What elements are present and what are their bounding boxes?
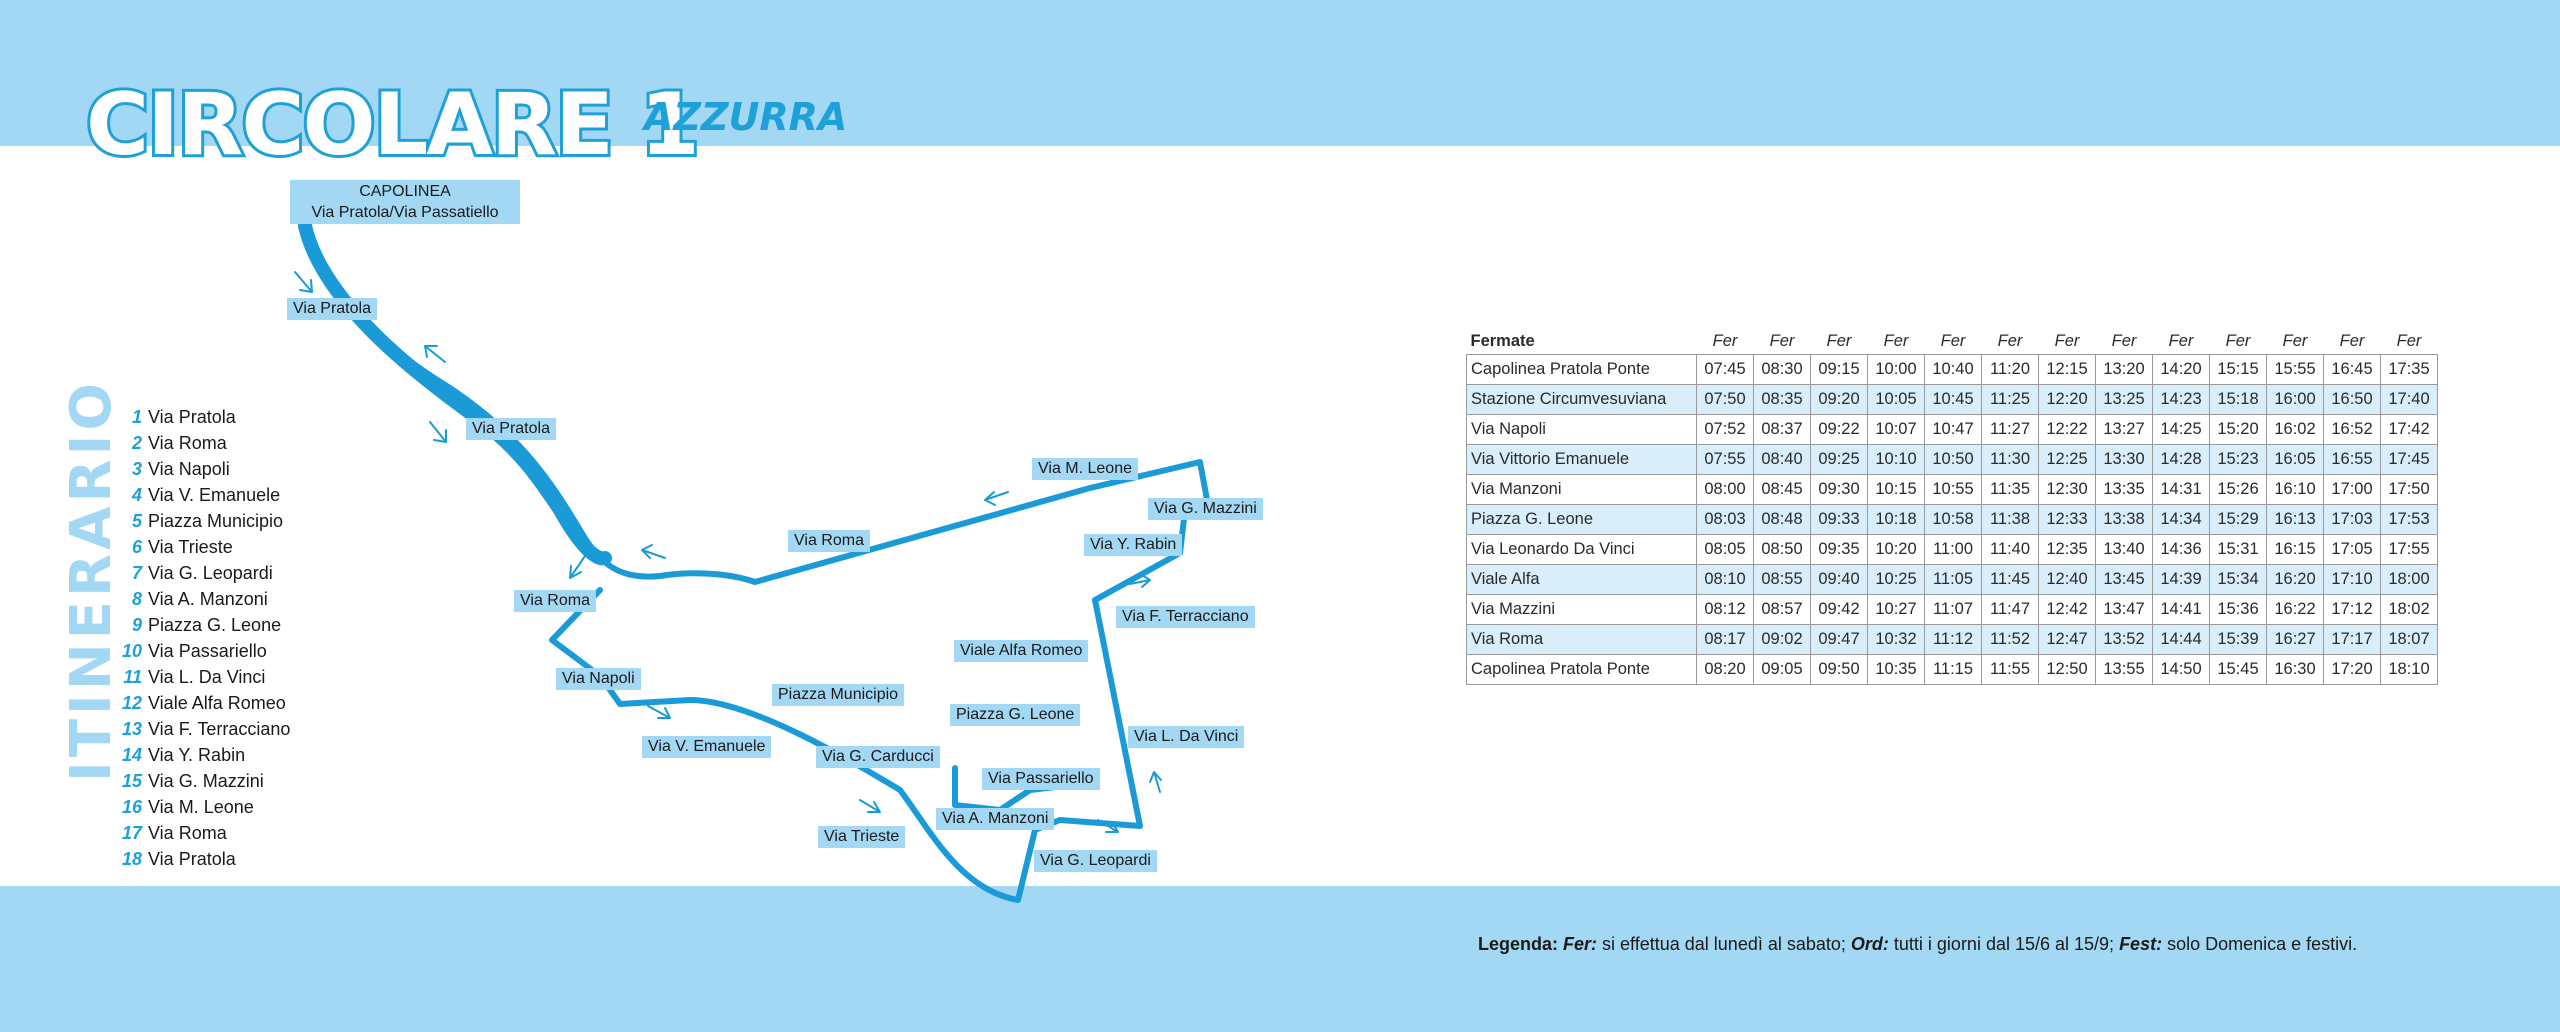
legend-fer-key: Fer: xyxy=(1563,934,1598,954)
timetable-time-cell: 13:45 xyxy=(2096,565,2153,595)
legend-fest-text: solo Domenica e festivi. xyxy=(2162,934,2358,954)
timetable-time-cell: 18:00 xyxy=(2381,565,2438,595)
itinerary-number: 5 xyxy=(131,511,142,531)
timetable-time-cell: 16:13 xyxy=(2267,505,2324,535)
timetable-time-cell: 07:50 xyxy=(1697,385,1754,415)
itinerary-stop-name: Via Roma xyxy=(148,823,227,843)
timetable-time-cell: 07:52 xyxy=(1697,415,1754,445)
legend-fer-text: si effettua dal lunedì al sabato; xyxy=(1597,934,1851,954)
timetable-time-cell: 11:45 xyxy=(1982,565,2039,595)
timetable-stop-cell: Via Mazzini xyxy=(1467,595,1697,625)
timetable-time-cell: 11:38 xyxy=(1982,505,2039,535)
timetable-time-cell: 17:42 xyxy=(2381,415,2438,445)
timetable-time-cell: 10:00 xyxy=(1868,355,1925,385)
timetable-time-cell: 11:12 xyxy=(1925,625,1982,655)
itinerary-stop-name: Via A. Manzoni xyxy=(148,589,268,609)
timetable-row xyxy=(1467,415,2438,445)
timetable-time-cell: 08:10 xyxy=(1697,565,1754,595)
itinerary-number: 12 xyxy=(121,693,142,713)
timetable-time-cell: 13:20 xyxy=(2096,355,2153,385)
timetable-time-cell: 11:40 xyxy=(1982,535,2039,565)
timetable-time-cell: 18:10 xyxy=(2381,655,2438,685)
timetable-stop-cell: Via Napoli xyxy=(1467,415,1697,445)
timetable-time-cell: 17:50 xyxy=(2381,475,2438,505)
route-line xyxy=(305,226,1208,900)
timetable-time-cell: 08:40 xyxy=(1754,445,1811,475)
timetable-stop-cell: Stazione Circumvesuviana xyxy=(1467,385,1697,415)
map-label-municipio: Piazza Municipio xyxy=(772,684,904,706)
timetable-time-cell: 10:47 xyxy=(1925,415,1982,445)
timetable-time-cell: 14:34 xyxy=(2153,505,2210,535)
timetable-time-cell: 12:40 xyxy=(2039,565,2096,595)
legend-ord-text: tutti i giorni dal 15/6 al 15/9; xyxy=(1888,934,2120,954)
itinerary-number: 10 xyxy=(121,641,142,661)
map-label-emanuele: Via V. Emanuele xyxy=(642,736,771,758)
timetable-time-cell: 14:28 xyxy=(2153,445,2210,475)
arrow-icon xyxy=(1150,772,1161,792)
map-label-terracciano: Via F. Terracciano xyxy=(1116,606,1255,628)
timetable-header-day: Fer xyxy=(1997,331,2023,350)
timetable-time-cell: 09:47 xyxy=(1811,625,1868,655)
timetable-time-cell: 10:40 xyxy=(1925,355,1982,385)
timetable-time-cell: 16:10 xyxy=(2267,475,2324,505)
itinerary-number: 15 xyxy=(121,771,142,791)
itinerary-stop-name: Via G. Mazzini xyxy=(148,771,264,791)
timetable-time-cell: 10:50 xyxy=(1925,445,1982,475)
timetable-time-cell: 16:02 xyxy=(2267,415,2324,445)
itinerary-stop-name: Via F. Terracciano xyxy=(148,719,291,739)
timetable xyxy=(1466,328,2438,685)
timetable-stop-cell: Capolinea Pratola Ponte xyxy=(1467,655,1697,685)
itinerary-number: 4 xyxy=(131,485,142,505)
timetable-header-day: Fer xyxy=(2225,331,2251,350)
arrow-icon xyxy=(860,800,880,812)
timetable-time-cell: 17:12 xyxy=(2324,595,2381,625)
timetable-header-day: Fer xyxy=(2396,331,2422,350)
itinerary-number: 13 xyxy=(121,719,142,739)
timetable-time-cell: 08:45 xyxy=(1754,475,1811,505)
timetable-time-cell: 17:00 xyxy=(2324,475,2381,505)
timetable-stop-cell: Via Vittorio Emanuele xyxy=(1467,445,1697,475)
timetable-time-cell: 17:17 xyxy=(2324,625,2381,655)
timetable-time-cell: 17:03 xyxy=(2324,505,2381,535)
timetable-time-cell: 16:05 xyxy=(2267,445,2324,475)
timetable-time-cell: 08:48 xyxy=(1754,505,1811,535)
timetable-time-cell: 09:33 xyxy=(1811,505,1868,535)
timetable-time-cell: 12:33 xyxy=(2039,505,2096,535)
timetable-row xyxy=(1467,445,2438,475)
timetable-stop-cell: Via Roma xyxy=(1467,625,1697,655)
timetable-time-cell: 14:20 xyxy=(2153,355,2210,385)
arrow-icon xyxy=(570,556,585,578)
timetable-time-cell: 09:05 xyxy=(1754,655,1811,685)
timetable-time-cell: 11:52 xyxy=(1982,625,2039,655)
timetable-row xyxy=(1467,535,2438,565)
timetable-time-cell: 08:17 xyxy=(1697,625,1754,655)
timetable-time-cell: 08:00 xyxy=(1697,475,1754,505)
legend xyxy=(1478,934,2357,955)
itinerary-number: 18 xyxy=(121,849,142,869)
timetable-time-cell: 15:34 xyxy=(2210,565,2267,595)
timetable-header-day: Fer xyxy=(2168,331,2194,350)
map-label-da-vinci: Via L. Da Vinci xyxy=(1128,726,1244,748)
timetable-row xyxy=(1467,625,2438,655)
timetable-time-cell: 15:39 xyxy=(2210,625,2267,655)
timetable-row xyxy=(1467,655,2438,685)
timetable-time-cell: 10:25 xyxy=(1868,565,1925,595)
timetable-time-cell: 14:50 xyxy=(2153,655,2210,685)
timetable-time-cell: 15:29 xyxy=(2210,505,2267,535)
timetable-time-cell: 09:22 xyxy=(1811,415,1868,445)
timetable-time-cell: 08:57 xyxy=(1754,595,1811,625)
timetable-time-cell: 09:20 xyxy=(1811,385,1868,415)
timetable-time-cell: 15:20 xyxy=(2210,415,2267,445)
timetable-header-day: Fer xyxy=(2282,331,2308,350)
timetable-row xyxy=(1467,355,2438,385)
legend-label: Legenda: xyxy=(1478,934,1559,954)
timetable-stop-cell: Piazza G. Leone xyxy=(1467,505,1697,535)
map-label-trieste: Via Trieste xyxy=(818,826,905,848)
arrow-icon xyxy=(295,272,312,292)
itinerary-stop-name: Via Roma xyxy=(148,433,227,453)
timetable-time-cell: 14:36 xyxy=(2153,535,2210,565)
map-label-rabin: Via Y. Rabin xyxy=(1084,534,1182,556)
timetable-header-day: Fer xyxy=(2339,331,2365,350)
timetable-time-cell: 11:15 xyxy=(1925,655,1982,685)
timetable-time-cell: 13:25 xyxy=(2096,385,2153,415)
map-label-g-leone: Piazza G. Leone xyxy=(950,704,1080,726)
timetable-time-cell: 14:25 xyxy=(2153,415,2210,445)
timetable-time-cell: 12:25 xyxy=(2039,445,2096,475)
terminus-title: CAPOLINEA xyxy=(359,183,451,200)
timetable-time-cell: 18:02 xyxy=(2381,595,2438,625)
map-label-pratola-2: Via Pratola xyxy=(466,418,556,440)
arrow-icon xyxy=(648,706,670,718)
timetable-time-cell: 11:25 xyxy=(1982,385,2039,415)
timetable-stop-cell: Capolinea Pratola Ponte xyxy=(1467,355,1697,385)
timetable-time-cell: 14:41 xyxy=(2153,595,2210,625)
itinerary-number: 7 xyxy=(131,563,142,583)
terminus-name: Via Pratola/Via Passatiello xyxy=(311,204,499,221)
timetable-time-cell: 09:35 xyxy=(1811,535,1868,565)
itinerary-number: 6 xyxy=(131,537,142,557)
itinerary-stop-name: Via Napoli xyxy=(148,459,230,479)
legend-fest-key: Fest: xyxy=(2119,934,2163,954)
timetable-time-cell: 13:35 xyxy=(2096,475,2153,505)
timetable-time-cell: 13:55 xyxy=(2096,655,2153,685)
timetable-time-cell: 10:10 xyxy=(1868,445,1925,475)
map-label-napoli: Via Napoli xyxy=(556,668,641,690)
itinerary-number: 8 xyxy=(131,589,142,609)
timetable-time-cell: 11:35 xyxy=(1982,475,2039,505)
timetable-header-day: Fer xyxy=(1769,331,1795,350)
timetable-time-cell: 09:02 xyxy=(1754,625,1811,655)
arrow-icon xyxy=(425,346,445,362)
timetable-time-cell: 09:30 xyxy=(1811,475,1868,505)
timetable-time-cell: 08:35 xyxy=(1754,385,1811,415)
timetable-time-cell: 15:18 xyxy=(2210,385,2267,415)
itinerary-number: 11 xyxy=(123,667,142,687)
timetable-time-cell: 11:05 xyxy=(1925,565,1982,595)
timetable-time-cell: 08:03 xyxy=(1697,505,1754,535)
timetable-time-cell: 10:18 xyxy=(1868,505,1925,535)
timetable-time-cell: 09:40 xyxy=(1811,565,1868,595)
timetable-time-cell: 12:35 xyxy=(2039,535,2096,565)
map-label-passariello: Via Passariello xyxy=(982,768,1100,790)
timetable-time-cell: 10:45 xyxy=(1925,385,1982,415)
map-label-roma-1: Via Roma xyxy=(514,590,596,612)
timetable-header-day: Fer xyxy=(1883,331,1909,350)
terminus-label xyxy=(290,180,520,224)
timetable-time-cell: 09:42 xyxy=(1811,595,1868,625)
itinerary-stop-name: Piazza G. Leone xyxy=(148,615,282,635)
itinerary-stop-name: Viale Alfa Romeo xyxy=(148,693,286,713)
timetable-time-cell: 09:15 xyxy=(1811,355,1868,385)
timetable-time-cell: 10:05 xyxy=(1868,385,1925,415)
timetable-row xyxy=(1467,385,2438,415)
timetable-time-cell: 09:25 xyxy=(1811,445,1868,475)
timetable-time-cell: 14:31 xyxy=(2153,475,2210,505)
timetable-time-cell: 08:50 xyxy=(1754,535,1811,565)
timetable-time-cell: 10:58 xyxy=(1925,505,1982,535)
timetable-time-cell: 16:20 xyxy=(2267,565,2324,595)
timetable-time-cell: 10:20 xyxy=(1868,535,1925,565)
timetable-time-cell: 17:45 xyxy=(2381,445,2438,475)
timetable-time-cell: 12:42 xyxy=(2039,595,2096,625)
timetable-time-cell: 08:05 xyxy=(1697,535,1754,565)
timetable-time-cell: 11:30 xyxy=(1982,445,2039,475)
timetable-time-cell: 12:50 xyxy=(2039,655,2096,685)
timetable-header-day: Fer xyxy=(2054,331,2080,350)
timetable-time-cell: 16:30 xyxy=(2267,655,2324,685)
itinerary-stop-name: Via Trieste xyxy=(148,537,233,557)
timetable-time-cell: 16:22 xyxy=(2267,595,2324,625)
timetable-time-cell: 13:27 xyxy=(2096,415,2153,445)
timetable-time-cell: 07:55 xyxy=(1697,445,1754,475)
timetable-time-cell: 08:37 xyxy=(1754,415,1811,445)
timetable-header-stops: Fermate xyxy=(1470,331,1535,350)
timetable-time-cell: 10:35 xyxy=(1868,655,1925,685)
itinerary-stop-name: Piazza Municipio xyxy=(148,511,284,531)
timetable-time-cell: 08:30 xyxy=(1754,355,1811,385)
timetable-time-cell: 16:52 xyxy=(2324,415,2381,445)
itinerary-number: 16 xyxy=(121,797,142,817)
timetable-time-cell: 16:27 xyxy=(2267,625,2324,655)
timetable-time-cell: 10:55 xyxy=(1925,475,1982,505)
timetable-time-cell: 13:47 xyxy=(2096,595,2153,625)
timetable-time-cell: 16:45 xyxy=(2324,355,2381,385)
timetable-time-cell: 14:23 xyxy=(2153,385,2210,415)
timetable-time-cell: 16:50 xyxy=(2324,385,2381,415)
itinerary-heading: ITINERARIO xyxy=(59,378,124,782)
timetable-header-row xyxy=(1467,328,2438,355)
itinerary-stop-name: Via Y. Rabin xyxy=(148,745,246,765)
timetable-row xyxy=(1467,475,2438,505)
timetable-time-cell: 16:55 xyxy=(2324,445,2381,475)
timetable-header-day: Fer xyxy=(1826,331,1852,350)
itinerary-stop-name: Via M. Leone xyxy=(148,797,254,817)
timetable-time-cell: 09:50 xyxy=(1811,655,1868,685)
timetable-time-cell: 11:55 xyxy=(1982,655,2039,685)
timetable-time-cell: 08:20 xyxy=(1697,655,1754,685)
timetable-row xyxy=(1467,505,2438,535)
timetable-time-cell: 12:15 xyxy=(2039,355,2096,385)
timetable-time-cell: 08:55 xyxy=(1754,565,1811,595)
itinerary-stop-name: Via Pratola xyxy=(148,849,236,869)
timetable-time-cell: 17:53 xyxy=(2381,505,2438,535)
timetable-time-cell: 17:55 xyxy=(2381,535,2438,565)
map-label-m-leone: Via M. Leone xyxy=(1032,458,1138,480)
arrow-icon xyxy=(985,492,1008,505)
itinerary-stop-name: Via G. Leopardi xyxy=(148,563,273,583)
timetable-time-cell: 15:45 xyxy=(2210,655,2267,685)
timetable-time-cell: 13:38 xyxy=(2096,505,2153,535)
timetable-body xyxy=(1467,355,2438,685)
timetable-header-day: Fer xyxy=(1712,331,1738,350)
timetable-time-cell: 13:52 xyxy=(2096,625,2153,655)
timetable-time-cell: 17:05 xyxy=(2324,535,2381,565)
itinerary-stop-name: Via Pratola xyxy=(148,407,236,427)
timetable-time-cell: 10:27 xyxy=(1868,595,1925,625)
timetable-row xyxy=(1467,565,2438,595)
arrow-icon xyxy=(430,422,446,442)
timetable-time-cell: 15:31 xyxy=(2210,535,2267,565)
timetable-time-cell: 14:44 xyxy=(2153,625,2210,655)
itinerary-number: 3 xyxy=(131,459,142,479)
map-label-alfa-romeo: Viale Alfa Romeo xyxy=(954,640,1088,662)
timetable-time-cell: 12:47 xyxy=(2039,625,2096,655)
map-label-pratola-1: Via Pratola xyxy=(287,298,377,320)
timetable-time-cell: 18:07 xyxy=(2381,625,2438,655)
timetable-stop-cell: Via Leonardo Da Vinci xyxy=(1467,535,1697,565)
timetable-time-cell: 17:40 xyxy=(2381,385,2438,415)
timetable-time-cell: 08:12 xyxy=(1697,595,1754,625)
legend-ord-key: Ord: xyxy=(1850,934,1889,954)
timetable-time-cell: 10:32 xyxy=(1868,625,1925,655)
itinerary-number: 1 xyxy=(131,407,142,427)
timetable-time-cell: 10:15 xyxy=(1868,475,1925,505)
timetable-header-day: Fer xyxy=(2111,331,2137,350)
timetable-time-cell: 13:30 xyxy=(2096,445,2153,475)
timetable-time-cell: 17:10 xyxy=(2324,565,2381,595)
itinerary-number: 14 xyxy=(121,745,142,765)
timetable-time-cell: 12:30 xyxy=(2039,475,2096,505)
map-label-manzoni: Via A. Manzoni xyxy=(936,808,1054,830)
map-label-roma-2: Via Roma xyxy=(788,530,870,552)
route-path-main xyxy=(305,226,1208,900)
timetable-time-cell: 17:35 xyxy=(2381,355,2438,385)
itinerary-number: 9 xyxy=(131,615,142,635)
timetable-time-cell: 11:47 xyxy=(1982,595,2039,625)
timetable-time-cell: 15:55 xyxy=(2267,355,2324,385)
timetable-time-cell: 17:20 xyxy=(2324,655,2381,685)
timetable-time-cell: 15:15 xyxy=(2210,355,2267,385)
map-label-leopardi: Via G. Leopardi xyxy=(1034,850,1157,872)
itinerary-stop-name: Via Passariello xyxy=(148,641,267,661)
timetable-time-cell: 11:27 xyxy=(1982,415,2039,445)
timetable-time-cell: 11:20 xyxy=(1982,355,2039,385)
timetable-time-cell: 15:26 xyxy=(2210,475,2267,505)
timetable-time-cell: 15:23 xyxy=(2210,445,2267,475)
timetable-time-cell: 07:45 xyxy=(1697,355,1754,385)
timetable-time-cell: 12:20 xyxy=(2039,385,2096,415)
arrow-icon xyxy=(642,545,665,558)
timetable-time-cell: 13:40 xyxy=(2096,535,2153,565)
timetable-time-cell: 11:00 xyxy=(1925,535,1982,565)
itinerary-stop-name: Via L. Da Vinci xyxy=(148,667,266,687)
timetable-time-cell: 10:07 xyxy=(1868,415,1925,445)
timetable-stop-cell: Via Manzoni xyxy=(1467,475,1697,505)
itinerary-number: 2 xyxy=(131,433,142,453)
timetable-time-cell: 16:15 xyxy=(2267,535,2324,565)
timetable-header-day: Fer xyxy=(1940,331,1966,350)
page-title: CIRCOLARE 1 xyxy=(86,75,698,175)
timetable-time-cell: 11:07 xyxy=(1925,595,1982,625)
timetable-time-cell: 14:39 xyxy=(2153,565,2210,595)
timetable-time-cell: 12:22 xyxy=(2039,415,2096,445)
itinerary-stop-name: Via V. Emanuele xyxy=(148,485,281,505)
itinerary-number: 17 xyxy=(121,823,142,843)
timetable-time-cell: 16:00 xyxy=(2267,385,2324,415)
timetable-stop-cell: Viale Alfa xyxy=(1467,565,1697,595)
timetable-row xyxy=(1467,595,2438,625)
page-subtitle: AZZURRA xyxy=(644,95,848,139)
map-label-carducci: Via G. Carducci xyxy=(816,746,940,768)
timetable-time-cell: 15:36 xyxy=(2210,595,2267,625)
map-label-mazzini: Via G. Mazzini xyxy=(1148,498,1263,520)
